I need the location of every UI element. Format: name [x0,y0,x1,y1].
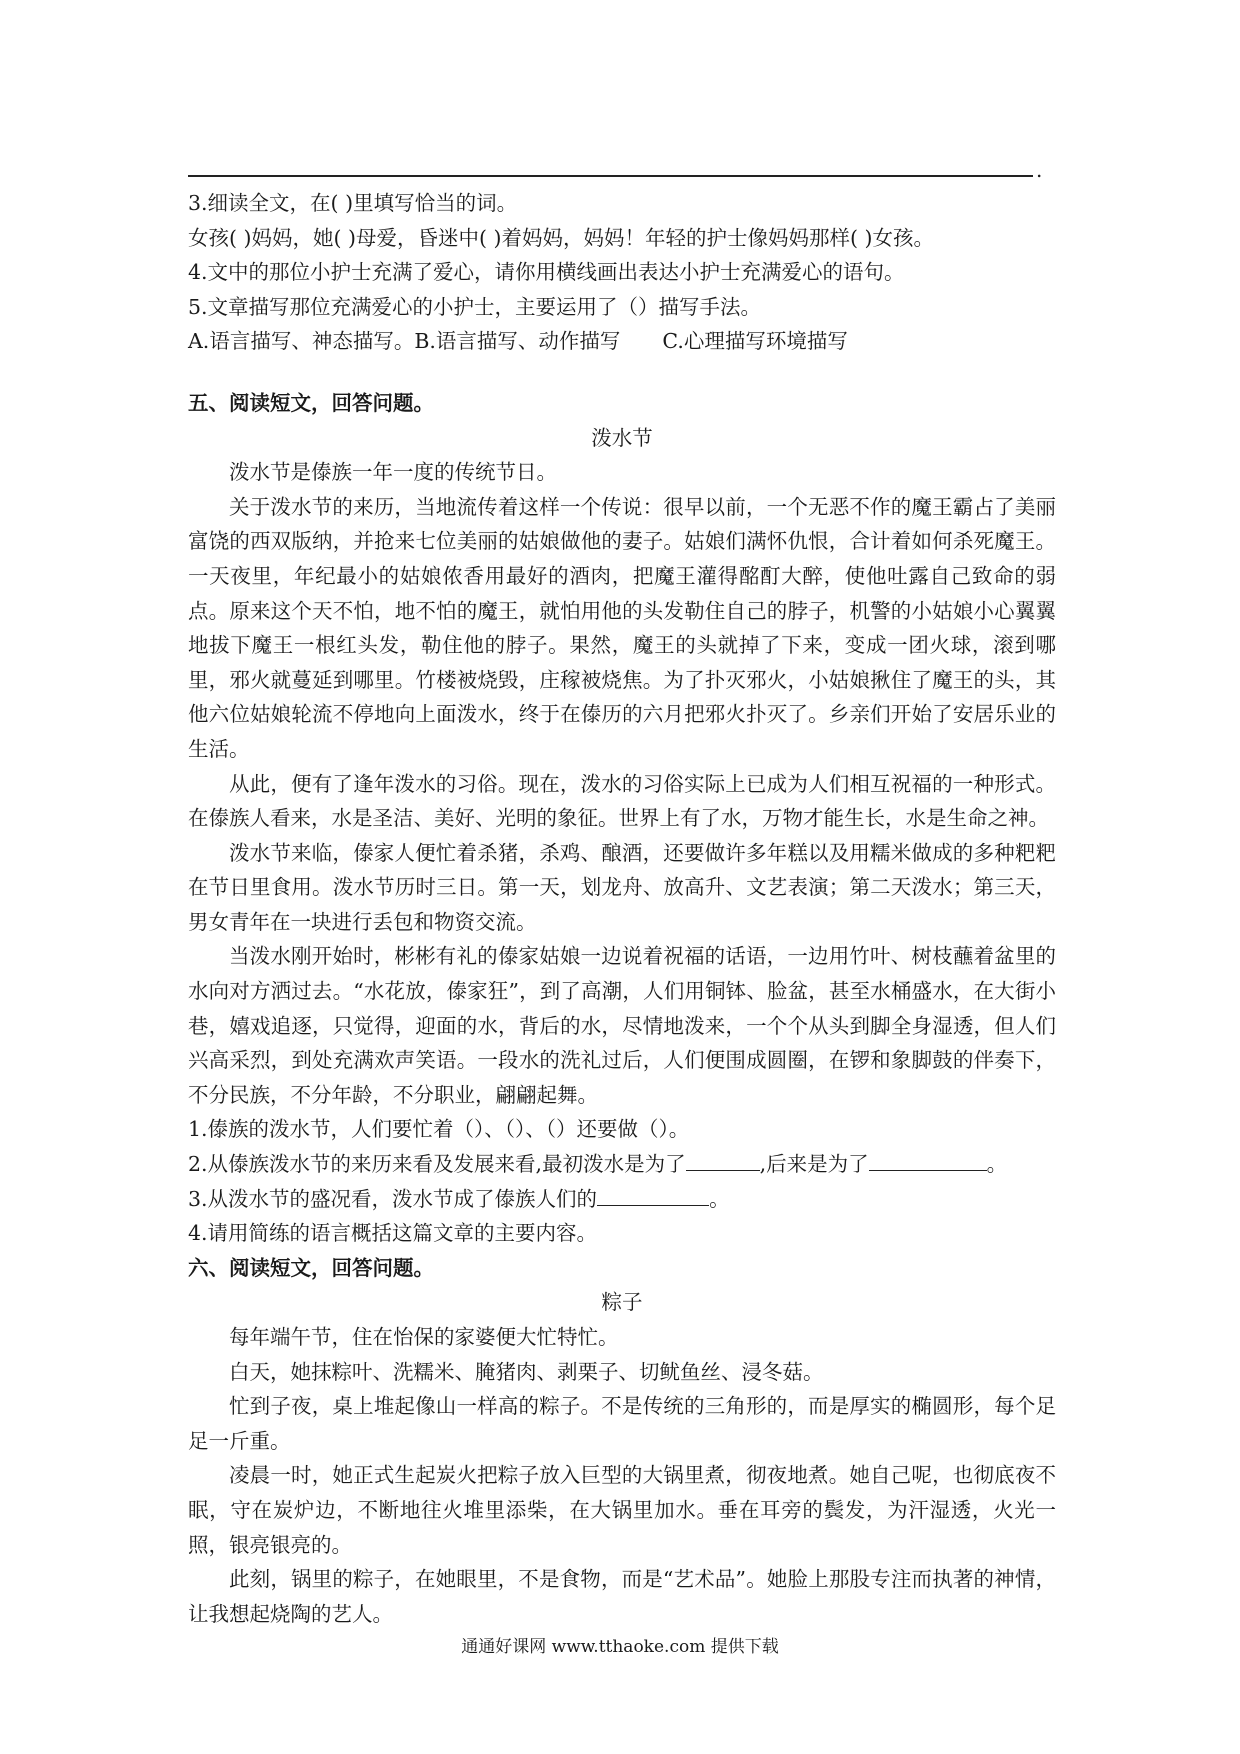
answer-blank[interactable] [597,1183,709,1206]
section5-paragraph: 关于泼水节的来历，当地流传着这样一个传说：很早以前，一个无恶不作的魔王霸占了美丽富饶的西双版纳，并抢来七位美丽的姑娘做他的妻子。姑娘们满怀仇恨，合计着如何杀死魔王。一天夜里，年纪最小的姑娘侬香用最好的酒肉，把魔王灌得酩酊大醉，使他吐露自己致命的弱点。原来这个天不怕，地不怕的魔王，就怕用他的头发勒住自己的脖子，机警的小姑娘小心翼翼地拔下魔王一根红头发，勒住他的脖子。果然，魔王的头就掉了下来，变成一团火球，滚到哪里，邪火就蔓延到哪里。竹楼被烧毁，庄稼被烧焦。为了扑灭邪火，小姑娘揪住了魔王的头，其他六位姑娘轮流不停地向上面泼水，终于在傣历的六月把邪火扑灭了。乡亲们开始了安居乐业的生活。 [188,494,1056,761]
option-ab: A.语言描写、神态描写。B.语言描写、动作描写 [188,329,621,354]
s5-question-2 [188,1147,1056,1182]
page-footer: 通通好课网 www.tthaoke.com 提供下载 [461,1637,779,1657]
section5-paragraph: 泼水节是傣族一年一度的传统节日。 [229,460,557,485]
answer-blank[interactable] [686,1148,760,1171]
s4-question-3-line: 女孩( )妈妈，她( )母爱，昏迷中( )着妈妈，妈妈！年轻的护士像妈妈那样( )女孩。 [188,225,935,250]
section6-heading: 六、阅读短文，回答问题。 [188,1255,434,1280]
section6-paragraph: 忙到子夜，桌上堆起像山一样高的粽子。不是传统的三角形的，而是厚实的椭圆形，每个足足一斤重。 [188,1394,1056,1453]
section6-paragraph: 此刻，锅里的粽子，在她眼里，不是食物，而是“艺术品”。她脸上那股专注而执著的神情，让我想起烧陶的艺人。 [188,1567,1056,1626]
s5-q3-part-a: 3.从泼水节的盛况看，泼水节成了傣族人们的 [188,1186,598,1211]
s5-q3-end: 。 [709,1186,730,1211]
section6-paragraph: 每年端午节，住在怡保的家婆便大忙特忙。 [229,1325,619,1349]
header-mark: . [1036,158,1043,182]
section6-paragraph: 白天，她抹粽叶、洗糯米、腌猪肉、剥栗子、切鱿鱼丝、浸冬菇。 [229,1359,824,1384]
section5-paragraph: 从此，便有了逢年泼水的习俗。现在，泼水的习俗实际上已成为人们相互祝福的一种形式。在傣族人看来，水是圣洁、美好、光明的象征。世界上有了水，万物才能生长，水是生命之神。 [188,771,1056,831]
s5-q2-end: 。 [986,1152,1008,1177]
s4-question-5-options [188,324,1056,359]
s5-question-1: 1.傣族的泼水节，人们要忙着（）、（）、（）还要做（）。 [188,1117,690,1142]
s5-question-4: 4.请用简练的语言概括这篇文章的主要内容。 [188,1221,598,1246]
section6-paragraph: 凌晨一时，她正式生起炭火把粽子放入巨型的大锅里煮，彻夜地煮。她自己呢，也彻底夜不眠，守在炭炉边，不断地往火堆里添柴，在大锅里加水。垂在耳旁的鬓发，为汗湿透，火光一照，银亮银亮的。 [188,1463,1056,1557]
section5-paragraph: 当泼水刚开始时，彬彬有礼的傣家姑娘一边说着祝福的话语，一边用竹叶、树枝蘸着盆里的水向对方洒过去。“水花放，傣家狂”，到了高潮，人们用铜钵、脸盆，甚至水桶盛水，在大街小巷，嬉戏追逐，只觉得，迎面的水，背后的水，尽情地泼来，一个个从头到脚全身湿透，但人们兴高采烈，到处充满欢声笑语。一段水的洗礼过后，人们便围成圆圈，在锣和象脚鼓的伴奏下，不分民族，不分年龄，不分职业，翩翩起舞。 [188,944,1056,1107]
s5-question-3 [188,1182,1056,1217]
section5-heading: 五、阅读短文，回答问题。 [188,390,434,415]
s4-question-4: 4.文中的那位小护士充满了爱心，请你用横线画出表达小护士充满爱心的语句。 [188,260,905,285]
s4-question-3: 3.细读全文，在( )里填写恰当的词。 [188,191,518,215]
s4-question-5: 5.文章描写那位充满爱心的小护士，主要运用了（）描写手法。 [188,294,762,319]
s5-q2-part-a: 2.从傣族泼水节的来历来看及发展来看,最初泼水是为了 [188,1152,686,1177]
page-content [188,186,1056,1631]
top-rule [188,175,1033,177]
option-c: C.心理描写环境描写 [662,329,848,354]
section5-paragraph: 泼水节来临，傣家人便忙着杀猪，杀鸡、酿酒，还要做许多年糕以及用糯米做成的多种粑粑在节日里食用。泼水节历时三日。第一天，划龙舟、放高升、文艺表演；第二天泼水；第三天，男女青年在一块进行丢包和物资交流。 [188,840,1056,934]
answer-blank[interactable] [869,1148,987,1171]
s5-q2-part-b: ,后来是为了 [759,1152,869,1177]
section5-title: 泼水节 [591,425,653,450]
section6-title: 粽子 [601,1290,643,1315]
